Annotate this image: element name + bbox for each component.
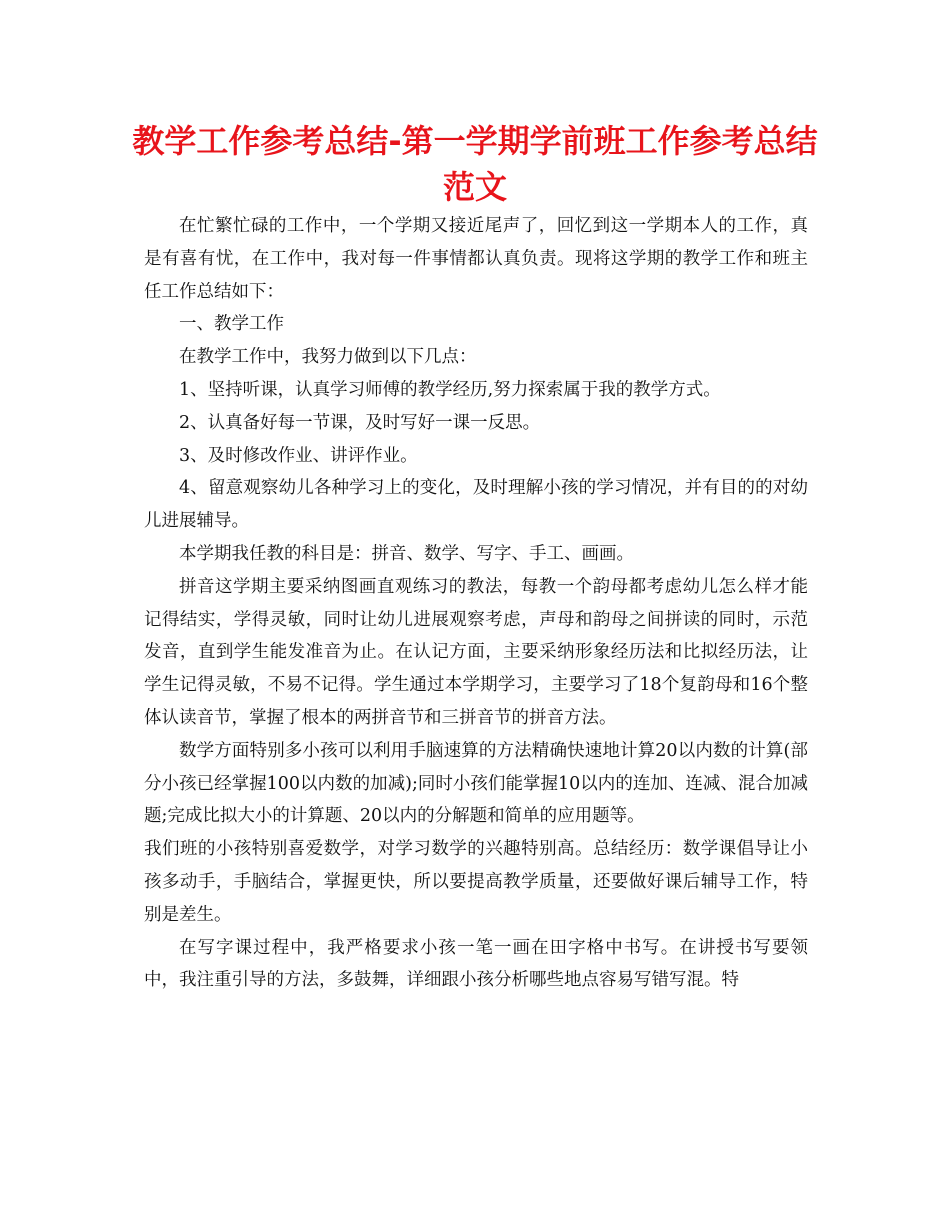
paragraph-pinyin: 拼音这学期主要采纳图画直观练习的教法，每教一个韵母都考虑幼儿怎么样才能记得结实，学得灵敏，同时让幼儿进展观察考虑，声母和韵母之间拼读的同时，示范发音，直到学生能发准音为止。在认记方面，主要采纳形象经历法和比拟经历法，让学生记得灵敏，不易不记得。学生通过本学期学习，主要学习了18个复韵母和16个整体认读音节，掌握了根本的两拼音节和三拼音节的拼音方法。 (144, 576, 808, 728)
list-item-1: 1、坚持听课，认真学习师傅的教学经历,努力探索属于我的教学方式。 (179, 379, 721, 400)
list-item-4: 4、留意观察幼儿各种学习上的变化，及时理解小孩的学习情况，并有目的的对幼儿进展辅导。 (144, 478, 808, 532)
paragraph-writing: 在写字课过程中，我严格要求小孩一笔一画在田字格中书写。在讲授书写要领中，我注重引导的方法，多鼓舞，详细跟小孩分析哪些地点容易写错写混。特 (144, 937, 808, 991)
list-item-3: 3、及时修改作业、讲评作业。 (179, 445, 418, 466)
paragraph-teaching-points-intro: 在教学工作中，我努力做到以下几点： (179, 347, 477, 368)
paragraph-subjects: 本学期我任教的科目是：拼音、数学、写字、手工、画画。 (179, 543, 634, 564)
document-body (144, 210, 808, 997)
paragraph-math-summary: 我们班的小孩特别喜爱数学，对学习数学的兴趣特别高。总结经历：数学课倡导让小孩多动手，手脑结合，掌握更快，所以要提高教学质量，还要做好课后辅导工作，特别是差生。 (144, 839, 808, 925)
paragraph-intro: 在忙繁忙碌的工作中，一个学期又接近尾声了，回忆到这一学期本人的工作，真是有喜有忧，在工作中，我对每一件事情都认真负责。现将这学期的教学工作和班主任工作总结如下： (144, 216, 808, 302)
section-heading-teaching: 一、教学工作 (179, 314, 284, 335)
paragraph-math: 数学方面特别多小孩可以利用手脑速算的方法精确快速地计算20以内数的计算(部分小孩已经掌握100以内数的加减);同时小孩们能掌握10以内的连加、连减、混合加减题;完成比拟大小的计算题、20以内的分解题和简单的应用题等。 (144, 740, 808, 827)
list-item-2: 2、认真备好每一节课，及时写好一课一反思。 (179, 412, 541, 433)
document-title: 教学工作参考总结-第一学期学前班工作参考总结范文 (132, 122, 818, 206)
